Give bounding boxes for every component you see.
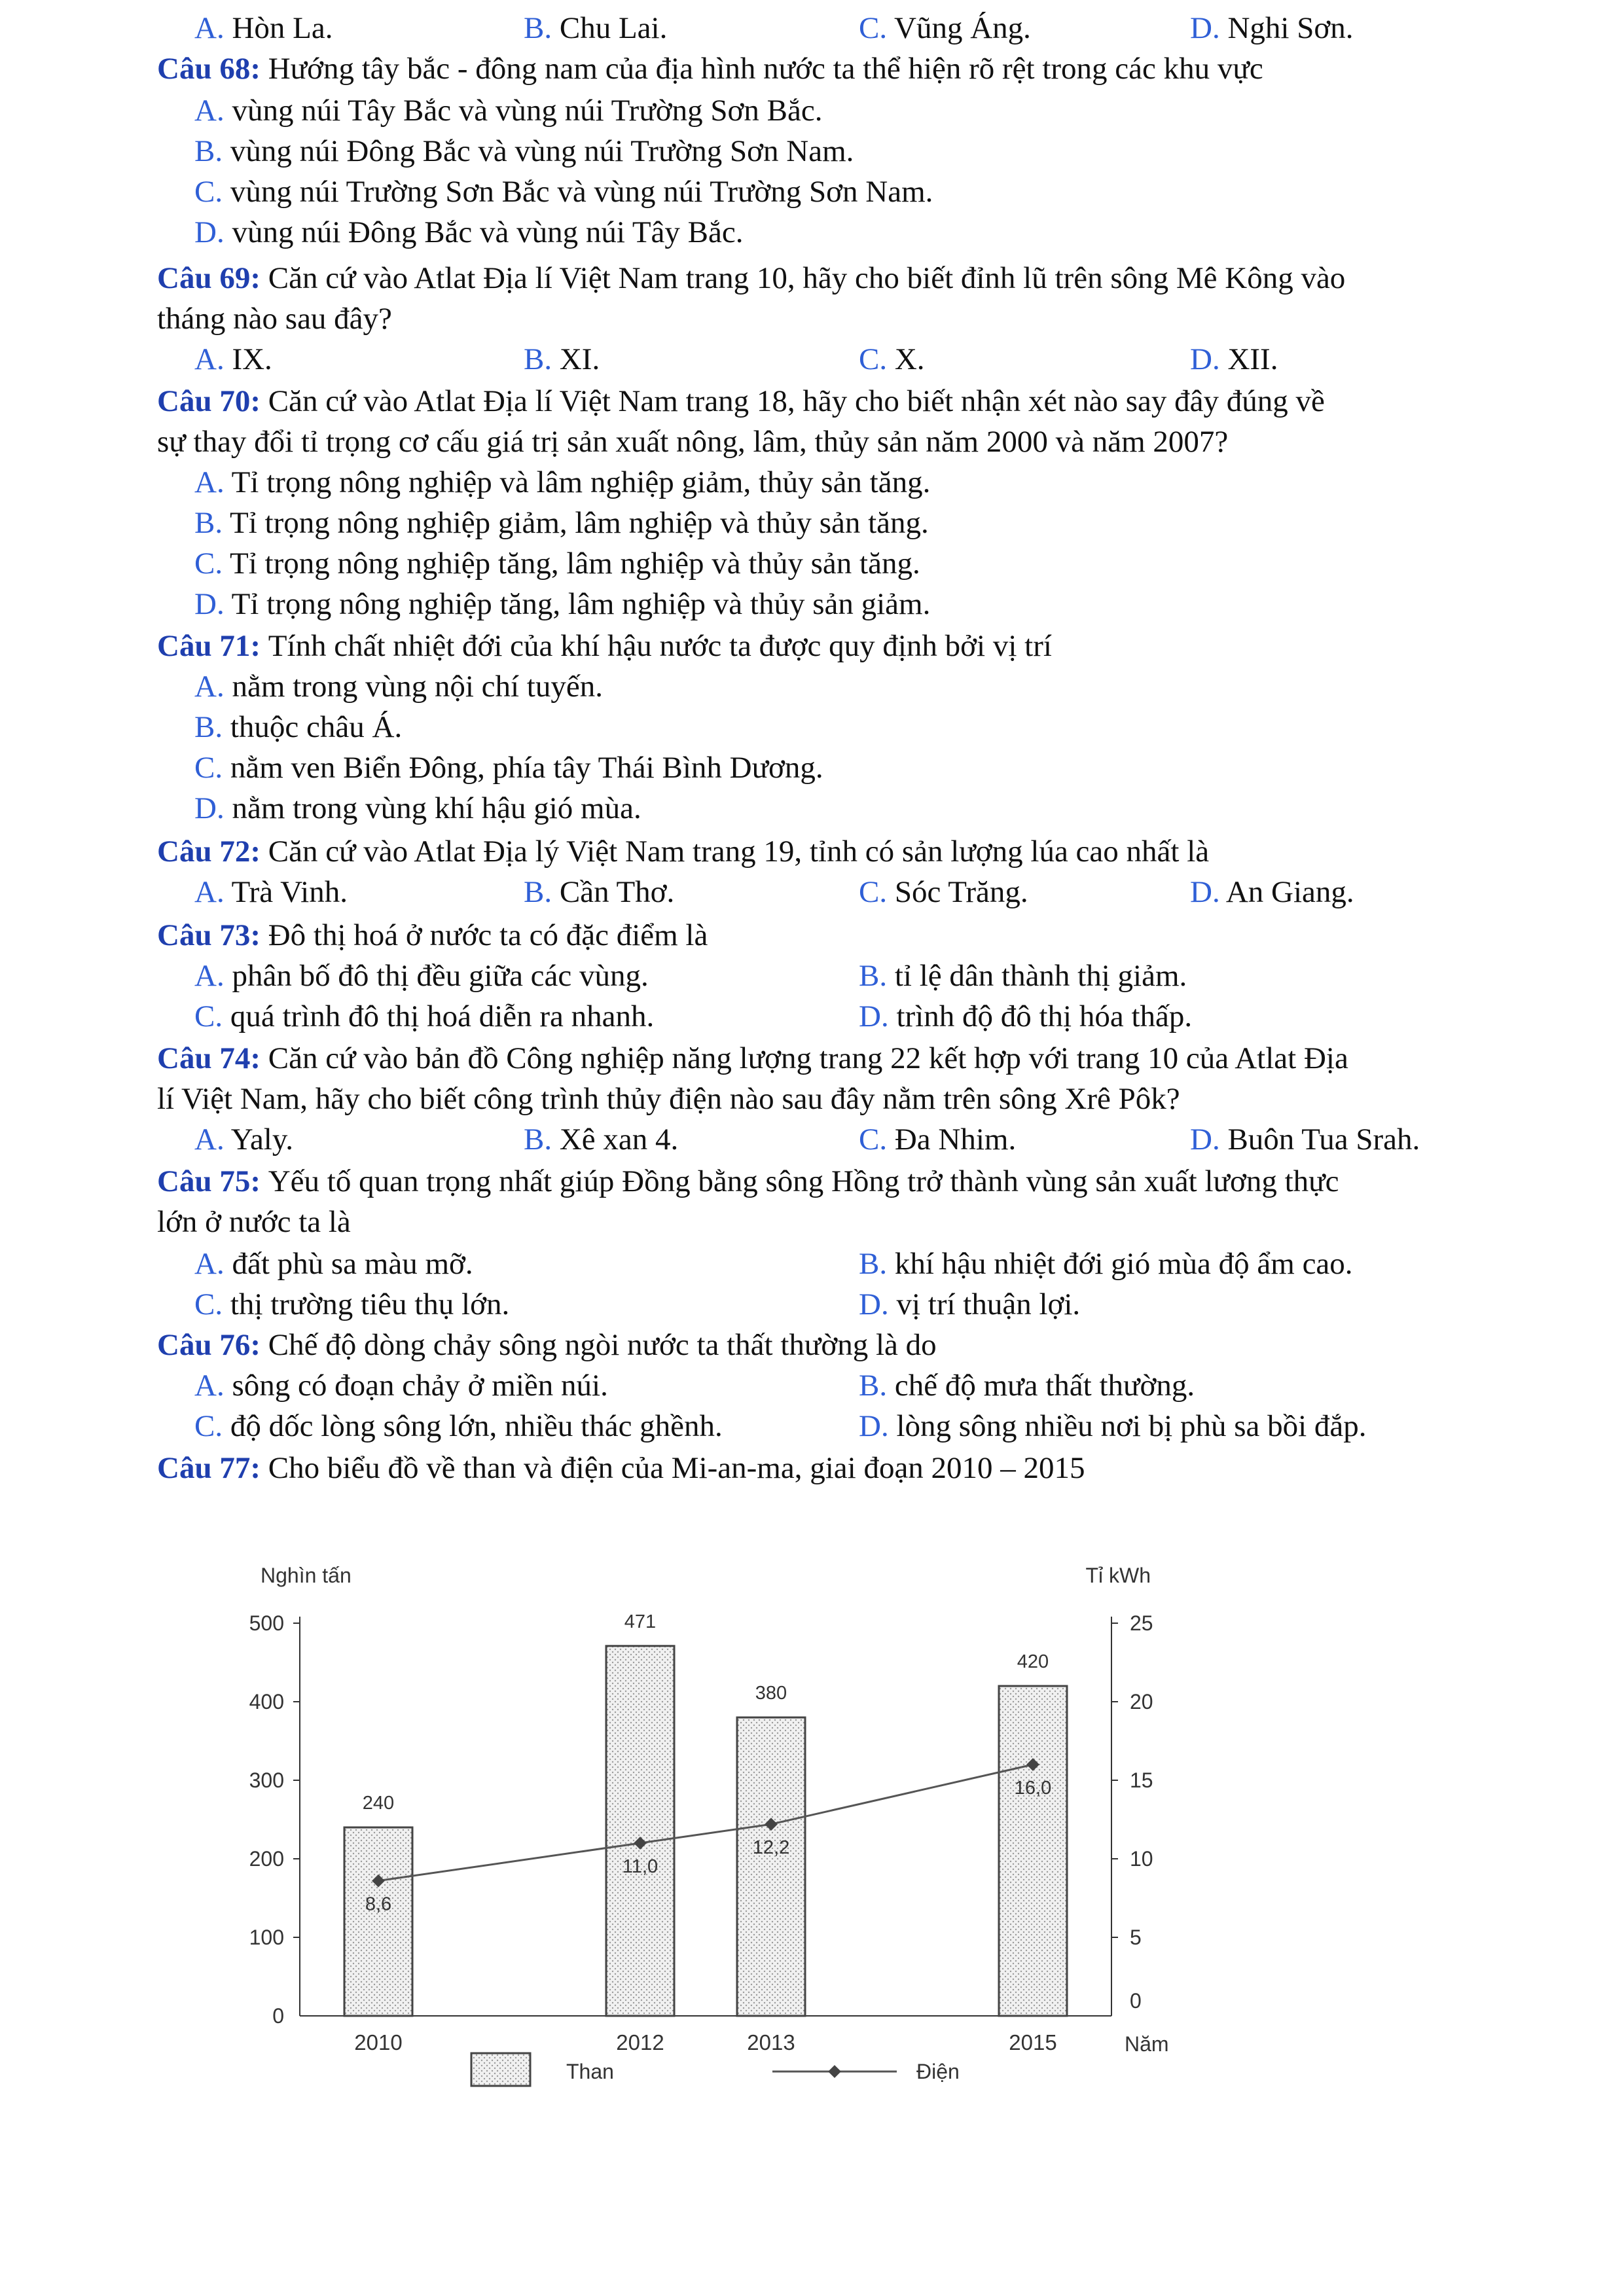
text-span: Căn cứ vào Atlat Địa lí Việt Nam trang 18, hãy cho biết nhận xét nào say đây đúng về [268, 384, 1325, 418]
text-line [1190, 872, 1354, 912]
text-span: độ dốc lòng sông lớn, nhiều thác ghềnh. [230, 1409, 723, 1443]
text-span: Cho biểu đồ về than và điện của Mi-an-ma, giai đoạn 2010 – 2015 [268, 1451, 1085, 1485]
option-letter: C. [194, 547, 230, 581]
option-letter: B. [524, 1122, 560, 1157]
text-line [194, 503, 929, 543]
line-value-label: 11,0 [622, 1856, 659, 1877]
text-span: Đô thị hoá ở nước ta có đặc điểm là [268, 918, 708, 952]
legend-label-than: Than [566, 2060, 614, 2083]
text-line [157, 259, 1345, 298]
text-span: Căn cứ vào Atlat Địa lí Việt Nam trang 10, hãy cho biết đỉnh lũ trên sông Mê Kông vào [268, 261, 1346, 295]
text-line [194, 872, 348, 912]
question-label: Câu 76: [157, 1328, 268, 1362]
text-line [194, 667, 603, 706]
option-letter: A. [194, 875, 232, 909]
right-axis-title: Tỉ kWh [1085, 1564, 1151, 1587]
text-line [524, 340, 600, 379]
text-span: khí hậu nhiệt đới gió mùa độ ẩm cao. [894, 1247, 1353, 1281]
legend-label-dien: Điện [916, 2060, 960, 2083]
text-span: Tỉ trọng nông nghiệp tăng, lâm nghiệp và thủy sản giảm. [231, 587, 931, 621]
question-label: Câu 75: [157, 1164, 268, 1198]
x-tick-label: 2012 [616, 2030, 664, 2054]
bar-than [999, 1686, 1067, 2016]
question-label: Câu 68: [157, 52, 268, 86]
right-tick-label: 10 [1130, 1847, 1153, 1871]
text-span: Hòn La. [232, 11, 333, 45]
text-line [157, 1325, 937, 1365]
x-tick-label: 2015 [1009, 2030, 1057, 2054]
right-tick-label: 5 [1130, 1926, 1142, 1949]
option-letter: A. [194, 959, 232, 993]
bar-value-label: 240 [362, 1793, 395, 1814]
chart-svg [190, 1538, 1211, 2114]
text-span: Tỉ trọng nông nghiệp và lâm nghiệp giảm, thủy sản tăng. [231, 465, 931, 499]
left-tick-label: 100 [249, 1926, 284, 1949]
text-span: chế độ mưa thất thường. [894, 1369, 1195, 1403]
coal-electricity-chart [190, 1538, 1211, 2114]
text-line [859, 1244, 1353, 1283]
option-letter: C. [859, 342, 895, 376]
text-line [157, 1079, 1180, 1119]
text-span: Tỉ trọng nông nghiệp tăng, lâm nghiệp và thủy sản tăng. [230, 547, 920, 581]
text-line [859, 1407, 1367, 1446]
option-letter: C. [859, 875, 895, 909]
text-span: Hướng tây bắc - đông nam của địa hình nước ta thể hiện rõ rệt trong các khu vực [268, 52, 1263, 86]
option-letter: C. [194, 175, 230, 209]
text-span: vùng núi Trường Sơn Bắc và vùng núi Trường Sơn Nam. [230, 175, 933, 209]
left-tick-label: 0 [272, 2004, 284, 2028]
text-span: nằm trong vùng khí hậu gió mùa. [232, 791, 641, 825]
text-span: Yaly. [230, 1122, 294, 1157]
option-letter: C. [194, 999, 230, 1033]
x-axis-title: Năm [1125, 2032, 1169, 2056]
option-letter: B. [859, 1247, 895, 1281]
text-line [859, 9, 1031, 48]
text-span: Buôn Tua Srah. [1227, 1122, 1420, 1157]
text-span: vùng núi Đông Bắc và vùng núi Trường Sơn Nam. [230, 134, 854, 168]
question-label: Câu 69: [157, 261, 268, 295]
text-span: lòng sông nhiều nơi bị phù sa bồi đắp. [896, 1409, 1367, 1443]
text-line [194, 1366, 608, 1405]
bar-value-label: 420 [1017, 1651, 1049, 1672]
text-line [194, 9, 333, 48]
text-line [859, 340, 925, 379]
text-line [194, 1407, 723, 1446]
x-tick-label: 2013 [747, 2030, 795, 2054]
option-letter: A. [194, 1369, 232, 1403]
option-letter: B. [194, 506, 230, 540]
text-span: Căn cứ vào bản đồ Công nghiệp năng lượng trang 22 kết hợp với trang 10 của Atlat Địa [268, 1041, 1348, 1075]
text-line [194, 748, 823, 787]
text-span: phân bố đô thị đều giữa các vùng. [232, 959, 649, 993]
text-line [194, 708, 402, 747]
text-line [1190, 9, 1353, 48]
text-span: XI. [559, 342, 600, 376]
option-letter: A. [194, 94, 232, 128]
text-span: Cần Thơ. [559, 875, 675, 909]
line-dien [378, 1765, 1033, 1881]
question-label: Câu 74: [157, 1041, 268, 1075]
option-letter: A. [194, 1247, 232, 1281]
question-label: Câu 77: [157, 1451, 268, 1485]
left-tick-label: 200 [249, 1847, 284, 1871]
line-value-label: 8,6 [365, 1893, 392, 1915]
text-span: Vũng Áng. [894, 11, 1031, 45]
text-span: Sóc Trăng. [894, 875, 1028, 909]
right-tick-label: 20 [1130, 1690, 1153, 1713]
text-line [194, 956, 649, 996]
option-letter: D. [1190, 1122, 1228, 1157]
right-tick-label: 25 [1130, 1611, 1153, 1635]
option-letter: B. [524, 875, 560, 909]
option-letter: C. [859, 1122, 895, 1157]
option-letter: D. [859, 1409, 897, 1443]
text-span: thuộc châu Á. [230, 710, 403, 744]
text-span: nằm ven Biển Đông, phía tây Thái Bình Dương. [230, 751, 823, 785]
text-line [194, 1285, 509, 1324]
option-letter: D. [1190, 11, 1228, 45]
text-line [194, 172, 933, 211]
bar-than [737, 1717, 805, 2016]
text-line [194, 213, 743, 252]
text-line [157, 1039, 1348, 1078]
text-line [524, 872, 674, 912]
option-letter: B. [524, 342, 560, 376]
left-tick-label: 400 [249, 1690, 284, 1713]
text-line [1190, 340, 1278, 379]
option-letter: D. [1190, 875, 1226, 909]
text-line [1190, 1120, 1420, 1159]
text-line [524, 9, 667, 48]
text-line [157, 49, 1263, 88]
text-span: vùng núi Đông Bắc và vùng núi Tây Bắc. [232, 215, 744, 249]
line-value-label: 12,2 [752, 1837, 790, 1859]
option-letter: A. [194, 1122, 231, 1157]
option-letter: A. [194, 670, 232, 704]
text-span: Chu Lai. [559, 11, 668, 45]
text-span: thị trường tiêu thụ lớn. [230, 1287, 510, 1321]
text-span: Đa Nhim. [894, 1122, 1017, 1157]
option-letter: B. [859, 1369, 895, 1403]
text-span: Tính chất nhiệt đới của khí hậu nước ta được quy định bởi vị trí [268, 629, 1052, 663]
option-letter: D. [859, 1287, 897, 1321]
option-letter: D. [194, 791, 232, 825]
question-label: Câu 73: [157, 918, 268, 952]
text-span: Căn cứ vào Atlat Địa lý Việt Nam trang 19, tỉnh có sản lượng lúa cao nhất là [268, 834, 1210, 869]
text-span: Trà Vinh. [231, 875, 348, 909]
bar-than [344, 1827, 412, 2016]
text-span: nằm trong vùng nội chí tuyến. [232, 670, 603, 704]
option-letter: D. [194, 587, 232, 621]
text-line [194, 544, 920, 583]
text-span: Nghi Sơn. [1227, 11, 1354, 45]
option-letter: B. [194, 134, 230, 168]
text-span: IX. [232, 342, 272, 376]
legend-swatch-than [471, 2053, 530, 2086]
option-letter: D. [194, 215, 232, 249]
text-line [859, 956, 1187, 996]
text-span: quá trình đô thị hoá diễn ra nhanh. [230, 999, 655, 1033]
text-line [194, 463, 930, 502]
text-span: Xê xan 4. [559, 1122, 679, 1157]
text-line [194, 91, 822, 130]
bar-than [606, 1646, 674, 2016]
question-label: Câu 72: [157, 834, 268, 869]
bar-value-label: 380 [755, 1683, 787, 1704]
text-line [194, 584, 930, 624]
text-line [194, 132, 854, 171]
text-span: lớn ở nước ta là [157, 1205, 351, 1239]
text-line [194, 340, 272, 379]
text-span: Chế độ dòng chảy sông ngòi nước ta thất thường là do [268, 1328, 937, 1362]
option-letter: A. [194, 465, 232, 499]
option-letter: C. [194, 751, 230, 785]
text-span: lí Việt Nam, hãy cho biết công trình thủy điện nào sau đây nằm trên sông Xrê Pôk? [157, 1082, 1180, 1116]
text-line [157, 916, 708, 955]
text-span: tháng nào sau đây? [157, 302, 392, 336]
text-span: đất phù sa màu mỡ. [232, 1247, 473, 1281]
option-letter: A. [194, 342, 232, 376]
text-line [194, 1244, 473, 1283]
text-span: sự thay đổi tỉ trọng cơ cấu giá trị sản xuất nông, lâm, thủy sản năm 2000 và năm 2007? [157, 425, 1229, 459]
text-span: X. [894, 342, 925, 376]
text-span: sông có đoạn chảy ở miền núi. [232, 1369, 608, 1403]
text-line [194, 997, 654, 1036]
left-tick-label: 300 [249, 1768, 284, 1792]
text-line [524, 1120, 678, 1159]
right-tick-label: 15 [1130, 1768, 1153, 1792]
text-span: trình độ đô thị hóa thấp. [896, 999, 1193, 1033]
option-letter: C. [194, 1409, 230, 1443]
text-line [859, 1120, 1016, 1159]
option-letter: C. [859, 11, 894, 45]
text-line [859, 1285, 1080, 1324]
option-letter: A. [194, 11, 232, 45]
option-letter: C. [194, 1287, 230, 1321]
text-span: An Giang. [1225, 875, 1354, 909]
text-line [194, 1120, 293, 1159]
text-line [157, 1162, 1339, 1201]
legend-point-dien [828, 2065, 841, 2078]
x-tick-label: 2010 [354, 2030, 403, 2054]
text-span: XII. [1227, 342, 1278, 376]
option-letter: B. [859, 959, 895, 993]
text-line [157, 422, 1228, 461]
text-span: tỉ lệ dân thành thị giảm. [894, 959, 1187, 993]
text-line [859, 872, 1028, 912]
text-span: vị trí thuận lợi. [896, 1287, 1081, 1321]
text-span: vùng núi Tây Bắc và vùng núi Trường Sơn Bắc. [232, 94, 823, 128]
bar-value-label: 471 [624, 1611, 657, 1632]
option-letter: B. [194, 710, 230, 744]
left-tick-label: 500 [249, 1611, 284, 1635]
right-tick-label: 0 [1130, 1989, 1142, 2013]
text-line [157, 626, 1052, 666]
line-value-label: 16,0 [1014, 1778, 1052, 1799]
text-line [157, 1448, 1085, 1488]
text-line [194, 789, 641, 828]
option-letter: B. [524, 11, 560, 45]
text-line [859, 997, 1192, 1036]
text-line [157, 299, 392, 338]
question-label: Câu 71: [157, 629, 268, 663]
question-label: Câu 70: [157, 384, 268, 418]
text-line [859, 1366, 1195, 1405]
option-letter: D. [859, 999, 897, 1033]
left-axis-title: Nghìn tấn [261, 1564, 352, 1587]
text-line [157, 382, 1325, 421]
text-span: Tỉ trọng nông nghiệp giảm, lâm nghiệp và thủy sản tăng. [230, 506, 929, 540]
text-span: Yếu tố quan trọng nhất giúp Đồng bằng sông Hồng trở thành vùng sản xuất lương thực [268, 1164, 1339, 1198]
text-line [157, 1202, 351, 1242]
option-letter: D. [1190, 342, 1228, 376]
text-line [157, 832, 1209, 871]
